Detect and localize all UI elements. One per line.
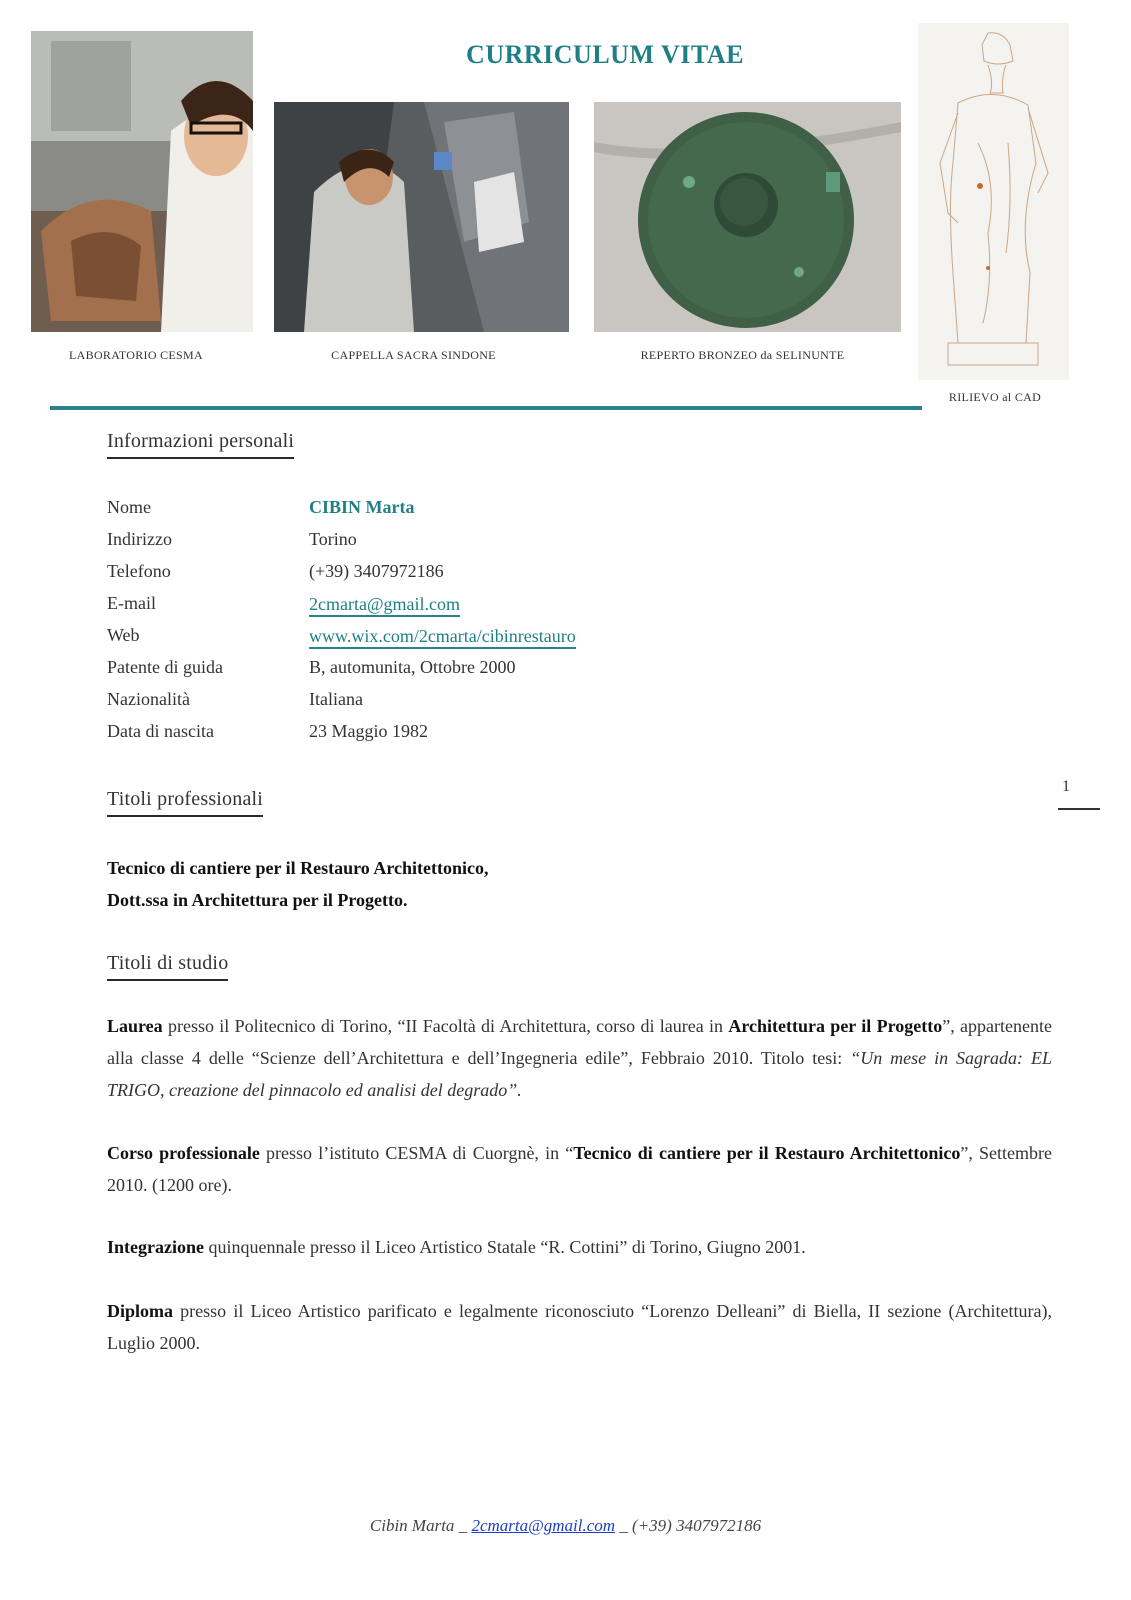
info-label: E-mail [107, 593, 156, 613]
info-label: Nazionalità [107, 689, 190, 709]
info-label: Patente di guida [107, 657, 223, 677]
birthdate-value: 23 Maggio 1982 [309, 721, 428, 741]
study-entry-laurea: Laurea presso il Politecnico di Torino, “II Facoltà di Architettura, corso di laurea in Architettura per il Progetto”, appartenente alla classe 4 delle “Scienze dell’Architettura e dell’Ingegneria edile”, Febbraio 2010. Titolo tesi: “Un mese in Sagrada: EL TRIGO, creazione del pinnacolo ed analisi del degrado”. [107, 1016, 1053, 1100]
photo-caption: CAPPELLA SACRA SINDONE [331, 348, 496, 362]
info-label: Nome [107, 497, 151, 517]
email-link[interactable]: 2cmarta@gmail.com [309, 593, 460, 617]
bronze-disc-photo [594, 102, 901, 332]
professional-title: Dott.ssa in Architettura per il Progetto. [107, 890, 408, 910]
photo-caption: REPERTO BRONZEO da SELINUNTE [640, 348, 845, 362]
web-link[interactable]: www.wix.com/2cmarta/cibinrestauro [309, 625, 576, 649]
study-entry-corso: Corso professionale presso l’istituto CESMA di Cuorgnè, in “Tecnico di cantiere per il Restauro Architettonico”, Settembre 2010. (1200 ore). [107, 1143, 1052, 1195]
study-entry-integrazione: Integrazione quinquennale presso il Liceo Artistico Statale “R. Cottini” di Torino, Giugno 2001. [107, 1237, 806, 1257]
page-footer: Cibin Marta _ 2cmarta@gmail.com _ (+39) 3407972186 [369, 1516, 762, 1535]
name-value: CIBIN Marta [309, 497, 415, 517]
nationality-value: Italiana [309, 689, 363, 709]
document-title: CURRICULUM VITAE [466, 40, 744, 69]
section-title-studies: Titoli di studio [107, 952, 228, 981]
professional-title: Tecnico di cantiere per il Restauro Architettonico, [107, 858, 489, 878]
study-entry-diploma: Diploma presso il Liceo Artistico parificato e legalmente riconosciuto “Lorenzo Delleani” di Biella, II sezione (Architettura), Luglio 2000. [107, 1301, 1052, 1353]
page-number: 1 [1062, 778, 1070, 795]
footer-email-link[interactable]: 2cmarta@gmail.com [471, 1516, 616, 1535]
address-value: Torino [309, 529, 357, 549]
section-title-professional: Titoli professionali [107, 788, 263, 817]
info-label: Telefono [107, 561, 171, 581]
page-number-rule [1058, 808, 1100, 810]
license-value: B, automunita, Ottobre 2000 [309, 657, 516, 677]
lab-portrait-photo [31, 31, 253, 332]
photo-caption: RILIEVO al CAD [948, 390, 1042, 404]
header-divider [50, 406, 922, 410]
restoration-work-photo [274, 102, 569, 332]
info-label: Indirizzo [107, 529, 172, 549]
phone-value: (+39) 3407972186 [309, 561, 444, 581]
statue-cad-drawing [918, 23, 1069, 380]
info-label: Web [107, 625, 140, 645]
info-label: Data di nascita [107, 721, 214, 741]
section-title-personal: Informazioni personali [107, 430, 294, 459]
photo-caption: LABORATORIO CESMA [69, 348, 203, 362]
